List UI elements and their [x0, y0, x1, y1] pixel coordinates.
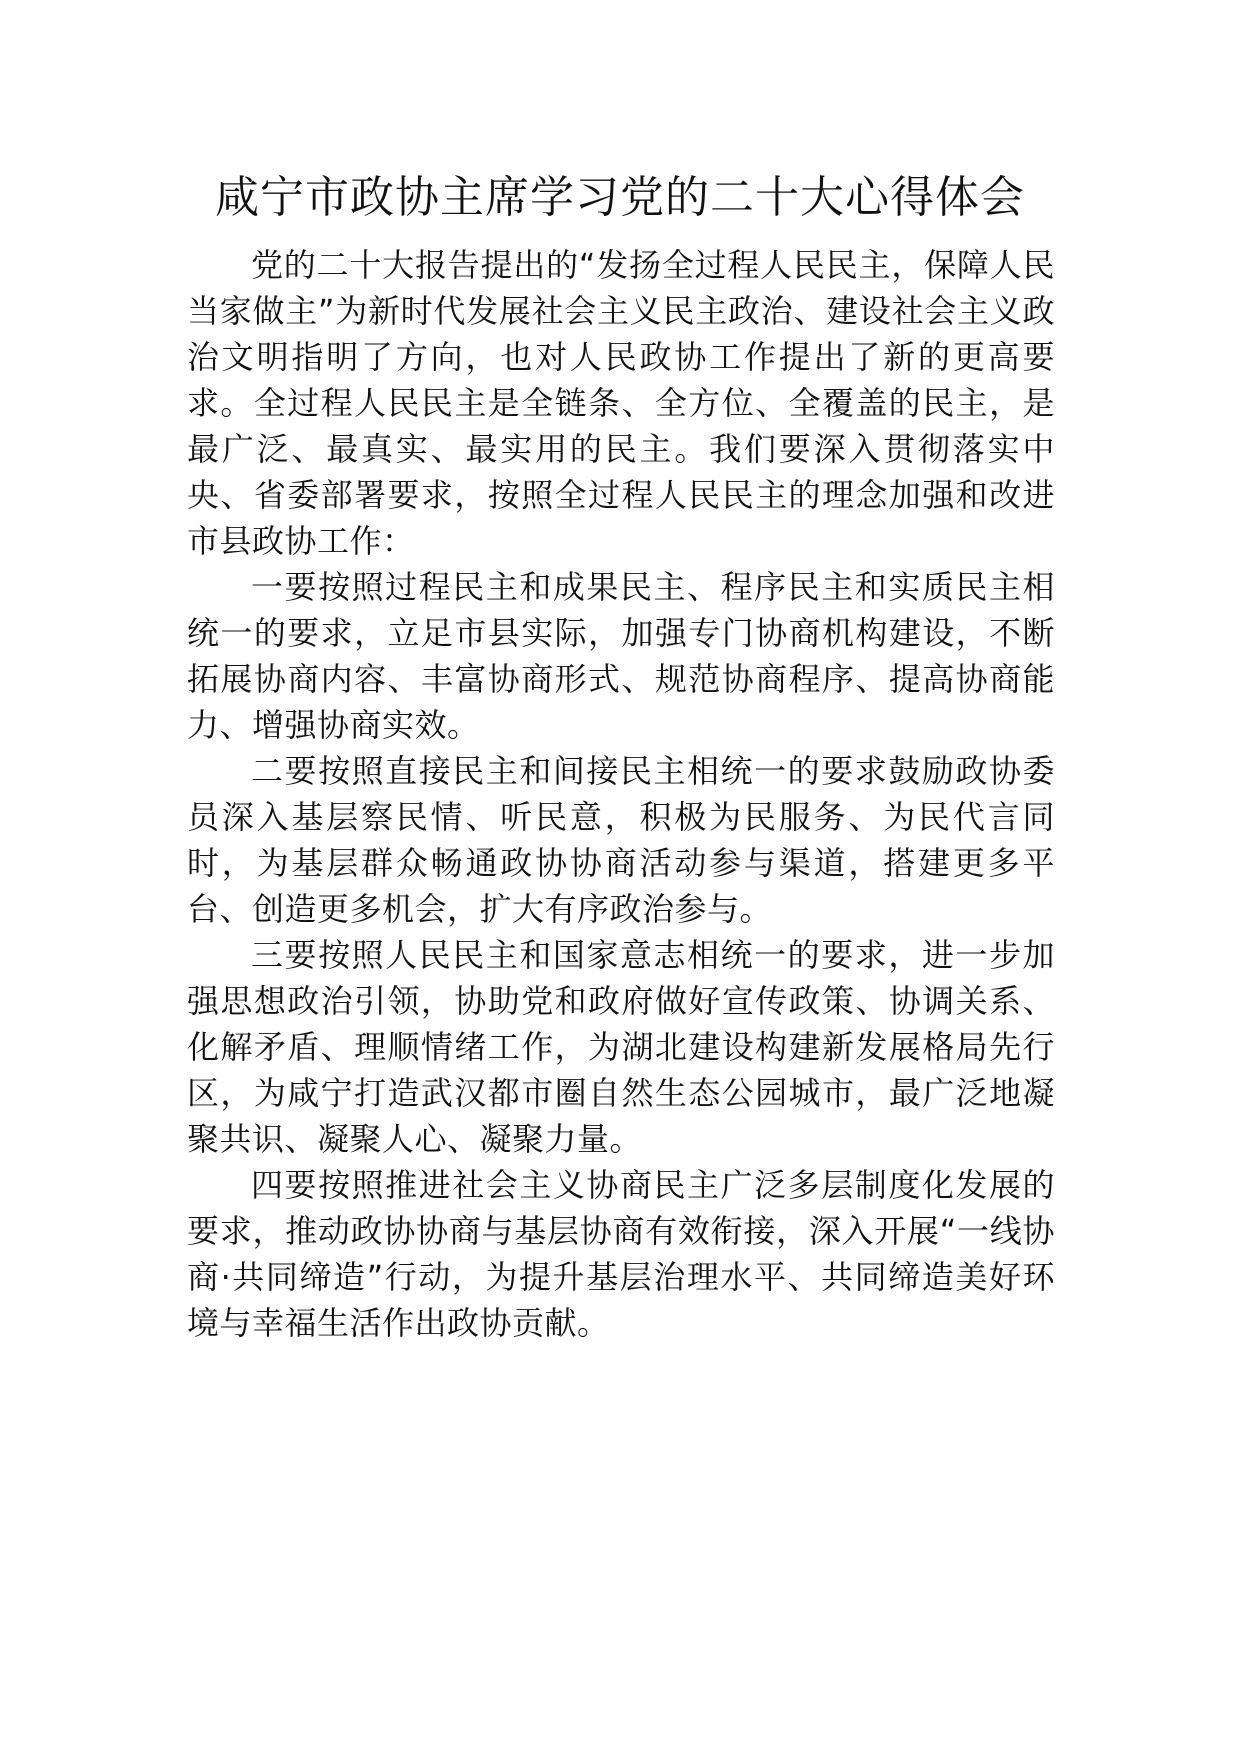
paragraph-point-four: 四要按照推进社会主义协商民主广泛多层制度化发展的要求，推动政协协商与基层协商有效衔接，深入开展“一线协商·共同缔造”行动，为提升基层治理水平、共同缔造美好环境与幸福生活作出政协贡献。: [187, 1166, 1055, 1342]
paragraph-point-two: 二要按照直接民主和间接民主相统一的要求鼓励政协委员深入基层察民情、听民意，积极为民服务、为民代言同时，为基层群众畅通政协协商活动参与渠道，搭建更多平台、创造更多机会，扩大有序政治参与。: [187, 752, 1055, 928]
document-title: 咸宁市政协主席学习党的二十大心得体会: [215, 172, 1025, 223]
paragraph-intro: 党的二十大报告提出的“发扬全过程人民民主，保障人民当家做主”为新时代发展社会主义民主政治、建设社会主义政治文明指明了方向，也对人民政协工作提出了新的更高要求。全过程人民民主是全链条、全方位、全覆盖的民主，是最广泛、最真实、最实用的民主。我们要深入贯彻落实中央、省委部署要求，按照全过程人民民主的理念加强和改进市县政协工作：: [187, 246, 1055, 560]
document-body: [187, 242, 1055, 1346]
paragraph-point-three: 三要按照人民民主和国家意志相统一的要求，进一步加强思想政治引领，协助党和政府做好宣传政策、协调关系、化解矛盾、理顺情绪工作，为湖北建设构建新发展格局先行区，为咸宁打造武汉都市圈自然生态公园城市，最广泛地凝聚共识、凝聚人心、凝聚力量。: [187, 936, 1055, 1158]
paragraph-point-one: 一要按照过程民主和成果民主、程序民主和实质民主相统一的要求，立足市县实际，加强专门协商机构建设，不断拓展协商内容、丰富协商形式、规范协商程序、提高协商能力、增强协商实效。: [187, 568, 1055, 744]
